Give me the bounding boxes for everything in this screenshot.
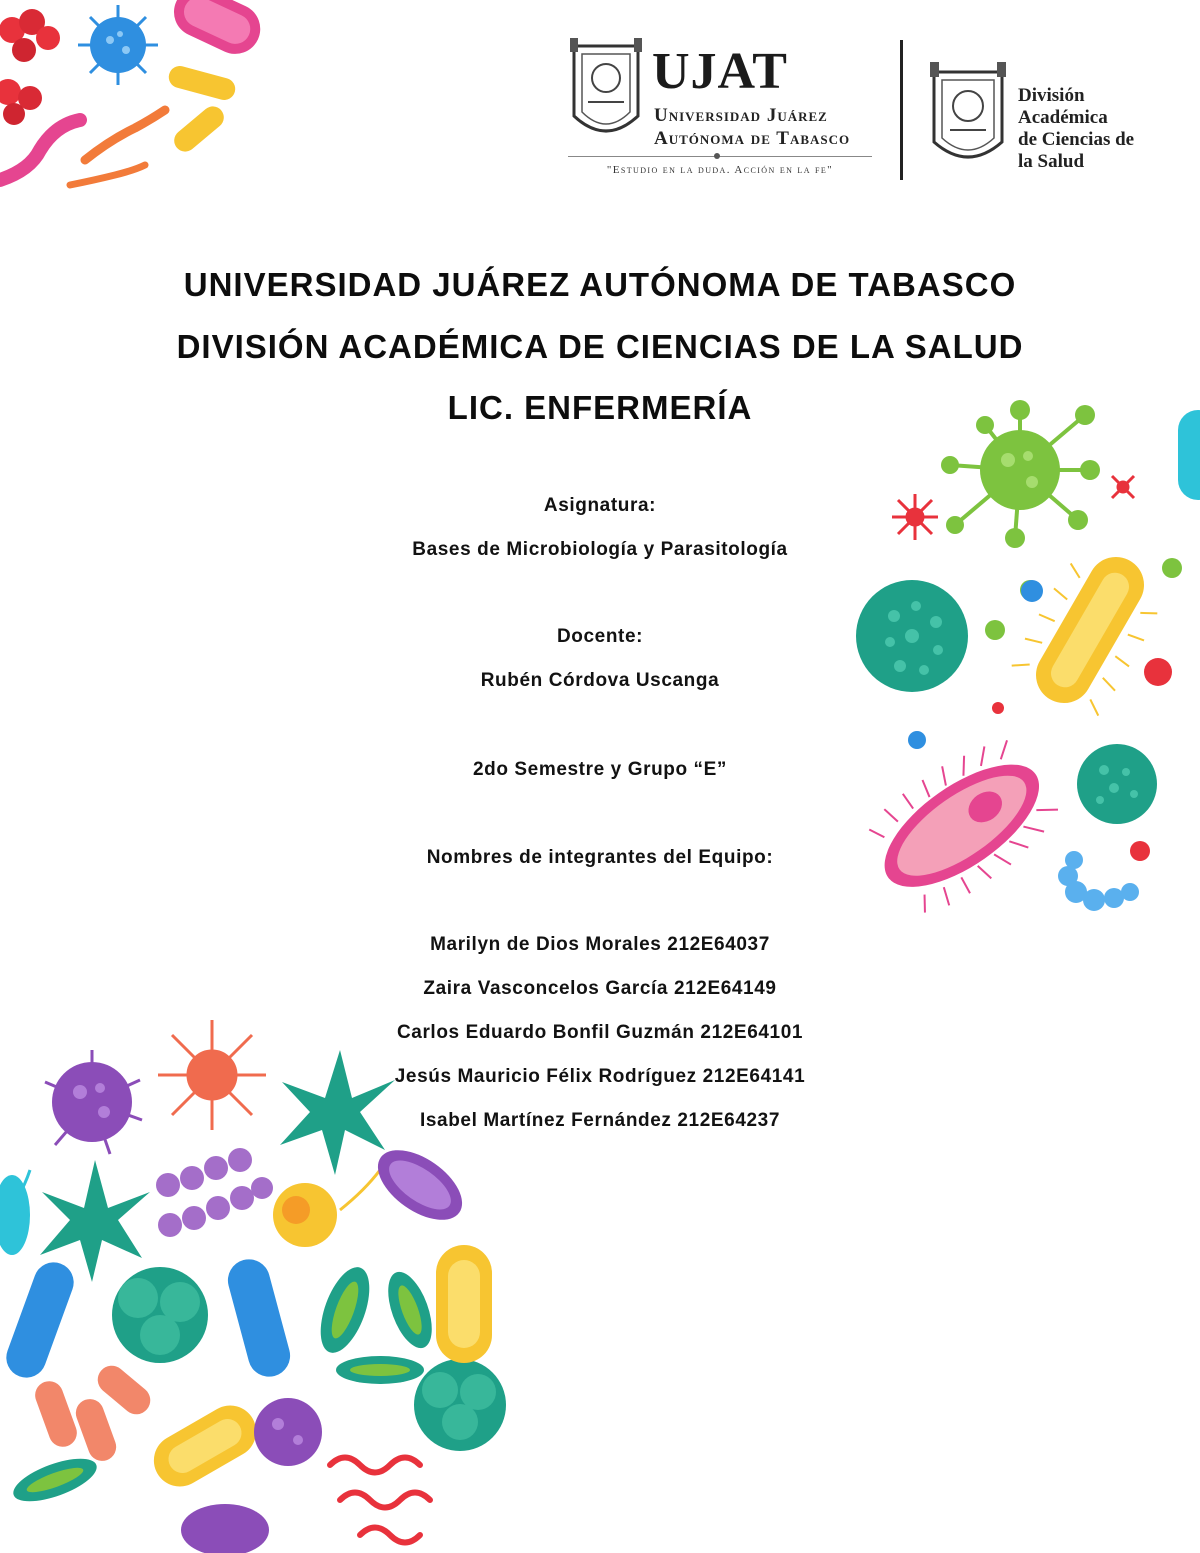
blue-virus-icon [78, 5, 158, 85]
yellow-flagellate-icon [273, 1170, 380, 1247]
division-logo-line-1: División [1018, 85, 1085, 106]
teal-coccus-small-icon [1077, 744, 1157, 824]
pink-protozoa-icon [854, 725, 1070, 927]
course-value: Bases de Microbiología y Parasitología [412, 539, 788, 560]
motto-rule [568, 156, 872, 157]
university-name-line-2: Autónoma de Tabasco [654, 128, 851, 149]
title-program: LIC. ENFERMERÍA [447, 389, 753, 426]
title-university: UNIVERSIDAD JUÁREZ AUTÓNOMA DE TABASCO [183, 266, 1017, 303]
ujat-wordmark: UJAT [652, 43, 788, 100]
magenta-bacillus-icon [166, 0, 269, 62]
division-logo-line-4: la Salud [1018, 151, 1085, 172]
yellow-bacillus-icon [166, 64, 237, 156]
teacher-value: Rubén Córdova Uscanga [480, 670, 720, 691]
teacher-label: Docente: [556, 626, 644, 647]
ujat-coat-of-arms-icon [568, 38, 644, 150]
purple-bacillus-icon [366, 1136, 474, 1234]
course-label: Asignatura: [543, 495, 657, 516]
division-logo-line-3: de Ciencias de [1018, 129, 1135, 150]
ujat-logo [560, 36, 890, 186]
university-motto: "Estudio en la duda. Acción en la fe" [606, 164, 834, 176]
red-spirochete-icon [330, 1458, 430, 1543]
team-member: Zaira Vasconcelos García 212E64149 [423, 978, 777, 999]
team-member: Jesús Mauricio Félix Rodríguez 212E64141 [394, 1066, 806, 1087]
division-logo-line-2: Académica [1018, 107, 1108, 128]
semester-group: 2do Semestre y Grupo “E” [472, 759, 728, 780]
title-division: DIVISIÓN ACADÉMICA DE CIENCIAS DE LA SALUD [176, 328, 1024, 365]
team-member: Isabel Martínez Fernández 212E64237 [420, 1110, 780, 1131]
microbes-bottom-left-illustration [0, 1020, 520, 1553]
team-label: Nombres de integrantes del Equipo: [426, 847, 774, 868]
motto-dot [714, 153, 720, 159]
team-member: Marilyn de Dios Morales 212E64037 [430, 934, 770, 955]
purple-streptococcus-icon [156, 1148, 273, 1237]
salmon-bacillus-icon [31, 1360, 156, 1465]
microbes-top-left-illustration [0, 0, 280, 200]
university-name-line-1: Universidad Juárez [654, 105, 828, 126]
dacs-coat-of-arms-icon [928, 62, 1008, 174]
pink-spirillum-icon [0, 120, 80, 180]
red-cocci-cluster-icon [0, 9, 60, 125]
cyan-flagellate-icon [0, 1170, 30, 1255]
logo-divider [900, 40, 903, 180]
team-member: Carlos Eduardo Bonfil Guzmán 212E64101 [396, 1022, 804, 1043]
